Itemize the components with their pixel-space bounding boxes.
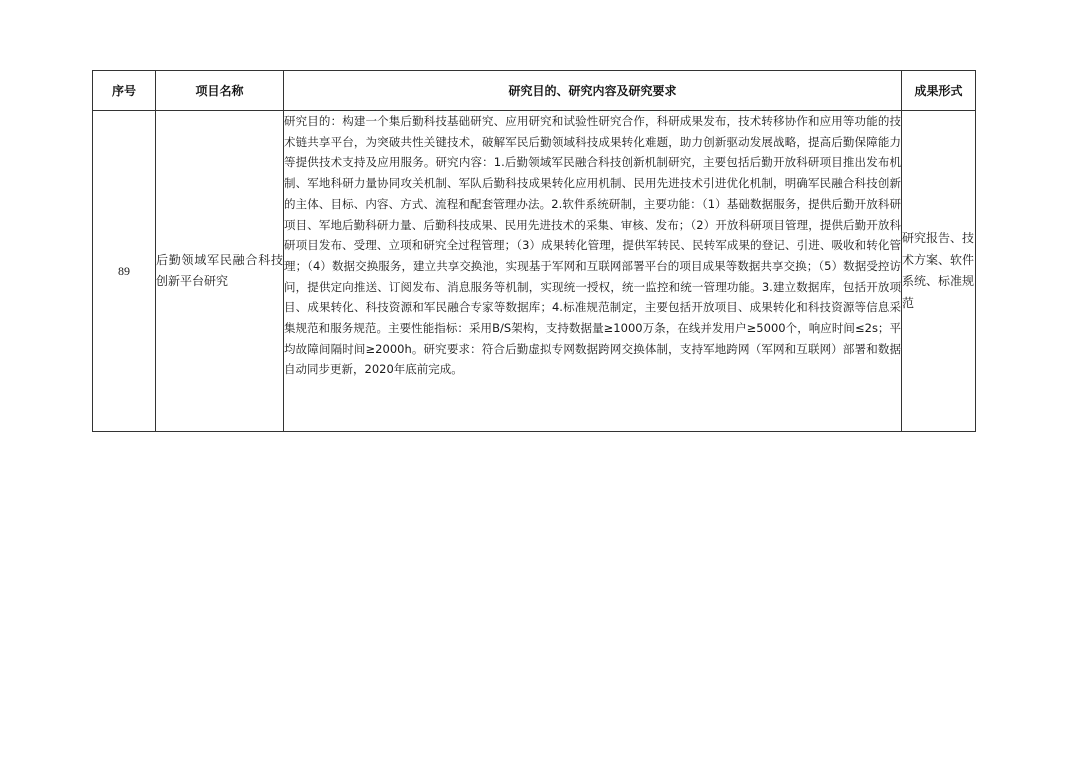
header-deliverable: 成果形式: [902, 71, 976, 111]
row-number: 89: [93, 111, 156, 432]
row-content: 研究目的：构建一个集后勤科技基础研究、应用研究和试验性研究合作，科研成果发布，技术转移协作和应用等功能的技术链共享平台，为突破共性关键技术，破解军民后勤领域科技成果转化难题，助力创新驱动发展战略，提高后勤保障能力等提供技术支持及应用服务。研究内容：1.后勤领域军民融合科技创新机制研究，主要包括后勤开放科研项目推出发布机制、军地科研力量协同攻关机制、军队后勤科技成果转化应用机制、民用先进技术引进优化机制，明确军民融合科技创新的主体、目标、内容、方式、流程和配套管理办法。2.软件系统研制，主要功能：（1）基础数据服务，提供后勤开放科研项目、军地后勤科研力量、后勤科技成果、民用先进技术的采集、审核、发布；（2）开放科研项目管理，提供后勤开放科研项目发布、受理、立项和研究全过程管理；（3）成果转化管理，提供军转民、民转军成果的登记、引进、吸收和转化管理；（4）数据交换服务，建立共享交换池，实现基于军网和互联网部署平台的项目成果等数据共享交换；（5）数据受控访问，提供定向推送、订阅发布、消息服务等机制，实现统一授权，统一监控和统一管理功能。3.建立数据库，包括开放项目、成果转化、科技资源和军民融合专家等数据库；4.标准规范制定，主要包括开放项目、成果转化和科技资源等信息采集规范和服务规范。主要性能指标：采用B/S架构，支持数据量≥1000万条，在线并发用户≥5000个，响应时间≤2s；平均故障间隔时间≥2000h。研究要求：符合后勤虚拟专网数据跨网交换体制，支持军地跨网（军网和互联网）部署和数据自动同步更新，2020年底前完成。: [284, 111, 902, 432]
row-deliverable: 研究报告、技术方案、软件系统、标准规范: [902, 111, 976, 432]
header-number: 序号: [93, 71, 156, 111]
project-table: [92, 70, 976, 432]
header-project-name: 项目名称: [156, 71, 284, 111]
row-project-name: 后勤领域军民融合科技创新平台研究: [156, 111, 284, 432]
table-row: [93, 111, 976, 432]
table-header-row: [93, 71, 976, 111]
header-content: 研究目的、研究内容及研究要求: [284, 71, 902, 111]
